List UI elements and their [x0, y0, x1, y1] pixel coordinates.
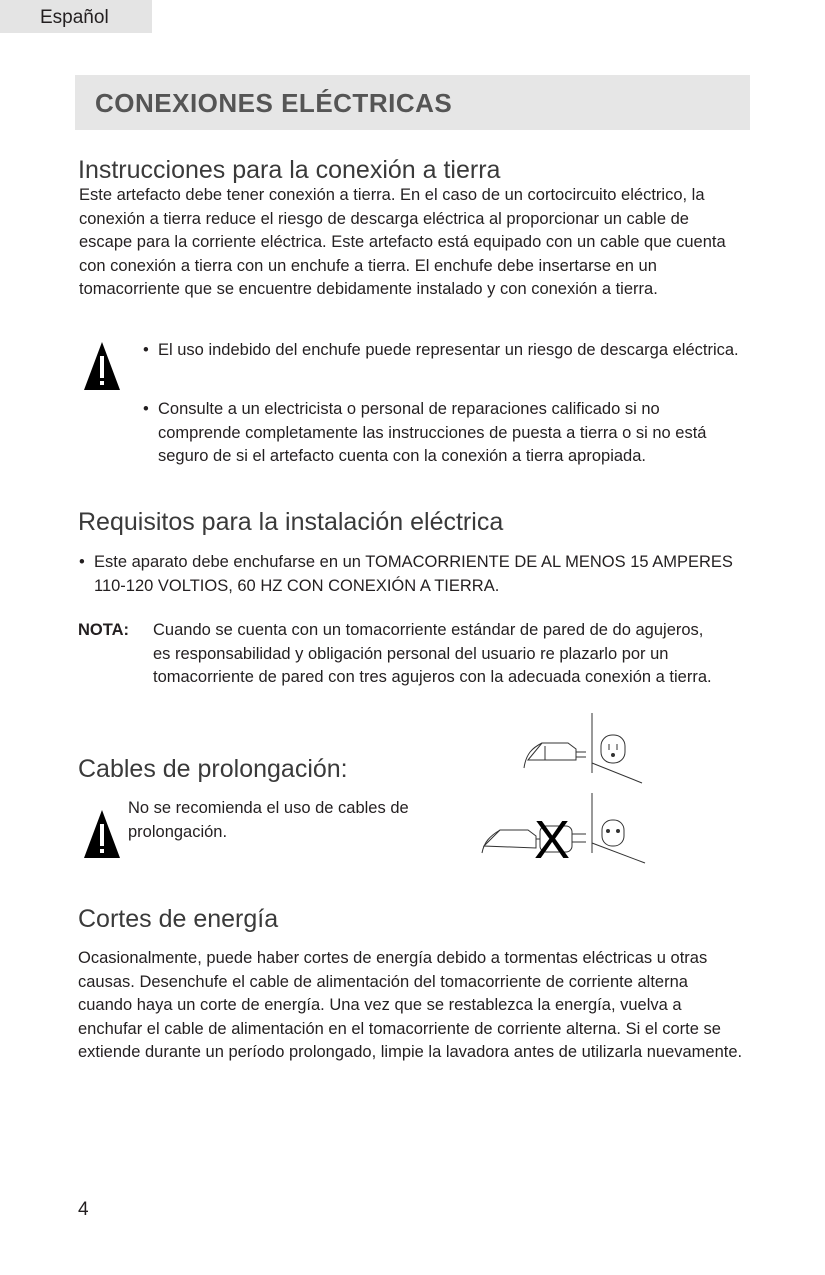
note-text: Cuando se cuenta con un tomacorriente estándar de pared de do agujeros, es responsabilidad y obligación personal del usuario re plazarlo por un tomacorriente de pared con tres agujeros con la adecuada conexión a tierra. — [153, 621, 712, 686]
electrical-bullet-text: Este aparato debe enchufarse en un TOMACORRIENTE DE AL MENOS 15 AMPERES 110-120 VOLTIOS, 60 HZ CON CONEXIÓN A TIERRA. — [94, 553, 733, 595]
bullet-dot: • — [143, 341, 149, 359]
bullet-dot: • — [79, 553, 85, 571]
power-paragraph: Ocasionalmente, puede haber cortes de energía debido a tormentas eléctricas u otras causas. Desenchufe el cable de alimentación del tomacorriente de corriente alterna cuando haya un corte de energía. Una vez que se restablezca la energía, vuelva a enchufar el cable de alimentación en el tomacorriente de corriente alterna. Si el corte se extiende durante un período prolongado, limpie la lavadora antes de utilizarla nuevamente. — [78, 949, 743, 1061]
extension-warning: No se recomienda el uso de cables de prolongación. — [128, 799, 409, 841]
language-tab: Español — [0, 0, 152, 33]
plug-outlet-illustration — [470, 708, 650, 873]
grounding-warning-2-text: Consulte a un electricista o personal de reparaciones calificado si no comprende completamente las instrucciones de puesta a tierra o si no está seguro de si el artefacto cuenta con la conexión a tierra apropiada. — [158, 400, 707, 465]
grounding-warning-2 — [143, 398, 743, 469]
grounding-warning-1-text: El uso indebido del enchufe puede representar un riesgo de descarga eléctrica. — [158, 341, 739, 359]
electrical-bullet — [79, 551, 739, 598]
grounding-warning-1 — [143, 339, 743, 363]
electrical-heading: Requisitos para la instalación eléctrica — [78, 508, 504, 536]
section-title: CONEXIONES ELÉCTRICAS — [95, 88, 453, 118]
extension-heading: Cables de prolongación: — [78, 755, 348, 783]
warning-triangle-icon — [82, 340, 122, 392]
warning-triangle-icon — [82, 808, 122, 860]
power-heading: Cortes de energía — [78, 905, 279, 933]
note-label: NOTA: — [78, 621, 130, 639]
section-title-band — [75, 75, 750, 130]
grounding-paragraph: Este artefacto debe tener conexión a tierra. En el caso de un cortocircuito eléctrico, la conexión a tierra reduce el riesgo de descarga eléctrica al proporcionar un cable de escape para la corriente eléctrica. Este artefacto está equipado con un cable que cuenta con conexión a tierra con un enchufe a tierra. El enchufe debe insertarse en un tomacorriente que se encuentre debidamente instalado y con conexión a tierra. — [79, 186, 726, 298]
cross-mark: X — [533, 810, 571, 870]
grounding-heading: Instrucciones para la conexión a tierra — [78, 156, 501, 184]
page-number: 4 — [78, 1199, 89, 1220]
bullet-dot: • — [143, 400, 149, 418]
